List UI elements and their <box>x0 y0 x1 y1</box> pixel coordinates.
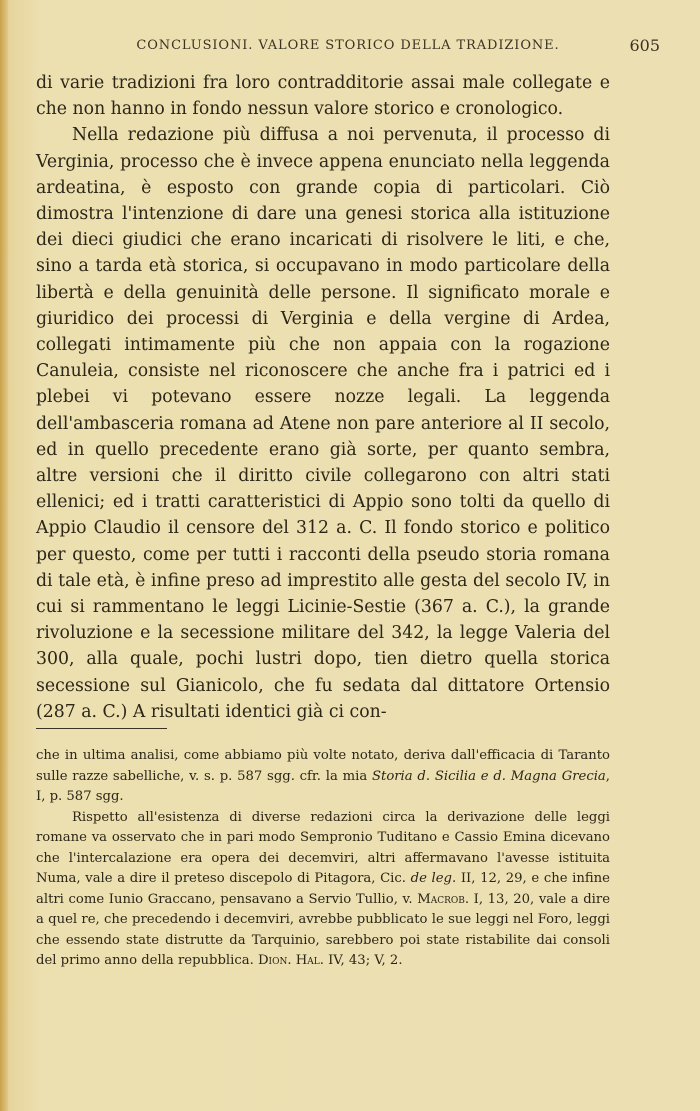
page-header <box>36 36 660 56</box>
footnote-text: che in ultima analisi, come abbiamo più volte notato, deriva dall'efficacia di Taranto sulle razze sabelliche, v. s. p. 587 sgg. cfr. la mia <box>36 748 610 784</box>
author-abbrev: Dion. Hal. <box>257 953 324 968</box>
footnote-text: II, 12, 29, e che infine altri come Iunio Graccano, pensavano a Servio Tullio, v. <box>36 871 610 907</box>
running-title: CONCLUSIONI. VALORE STORICO DELLA TRADIZIONE. <box>136 38 560 53</box>
main-text <box>36 70 610 725</box>
page-number: 605 <box>629 36 660 55</box>
work-title: de leg. <box>410 871 457 886</box>
footnote-text: I, 13, 20, vale a dire a quel re, che precedendo i decemviri, avrebbe pubblicato le sue leggi nel Foro, leggi che essendo state distrutte da Tarquinio, sarebbero poi state ristabilite dai consoli del primo anno della repubblica. <box>36 891 610 968</box>
footnote <box>36 808 610 972</box>
paragraph-continuation: di varie tradizioni fra loro contradditorie assai male collegate e che non hanno in fondo nessun valore storico e cronologico. <box>36 73 610 120</box>
page-spine-edge <box>0 0 8 1111</box>
footnote-text: IV, 43; V, 2. <box>323 953 403 968</box>
footnote-text: Rispetto all'esistenza di diverse redazioni circa la derivazione delle leggi romane va osservato che in pari modo Sempronio Tuditano e Cassio Emina dicevano che l'intercalazione era opera dei decemviri, altri affermavano l'avesse istituita Numa, vale a dire il preteso discepolo di Pitagora, Cic. <box>36 809 610 886</box>
footnote-separator <box>36 728 167 729</box>
footnotes <box>36 746 610 972</box>
book-title: Storia d. Sicilia e d. Magna Grecia <box>371 768 606 784</box>
paragraph: Nella redazione più diffusa a noi pervenuta, il processo di Verginia, processo che è invece appena enunciato nella leggenda ardeatina, è esposto con grande copia di particolari. Ciò dimostra l'intenzione di dare una genesi storica alla istituzione dei dieci giudici che erano incaricati di risolvere le liti, e che, sino a tarda età storica, si occupavano in modo particolare della libertà e della genuinità delle persone. Il significato morale e giuridico dei processi di Verginia e della vergine di Ardea, collegati intimamente più che non appaia con la rogazione Canuleia, consiste nel riconoscere che anche fra i patrici ed i plebei vi potevano essere nozze legali. La leggenda dell'ambasceria romana ad Atene non pare anteriore al II secolo, ed in quello precedente erano già sorte, per quanto sembra, altre versioni che il diritto civile collegarono con altri stati ellenici; ed i tratti caratteristici di Appio sono tolti da quello di Appio Claudio il censore del 312 a. C. Il fondo storico e politico per questo, come per tutti i racconti della pseudo storia romana di tale età, è infine preso ad imprestito alle gesta del secolo IV, in cui si rammentano le leggi Licinie-Sestie (367 a. C.), la grande rivoluzione e la secessione militare del 342, la legge Valeria del 300, alla quale, pochi lustri dopo, tien dietro quella storica secessione sul Gianicolo, che fu sedata dal dittatore Ortensio (287 a. C.) A risultati identici già ci con- <box>36 125 610 722</box>
author-abbrev: Macrob. <box>417 891 470 907</box>
footnote-continuation <box>36 746 610 808</box>
footnote-text: , I, p. 587 sgg. <box>36 768 610 804</box>
